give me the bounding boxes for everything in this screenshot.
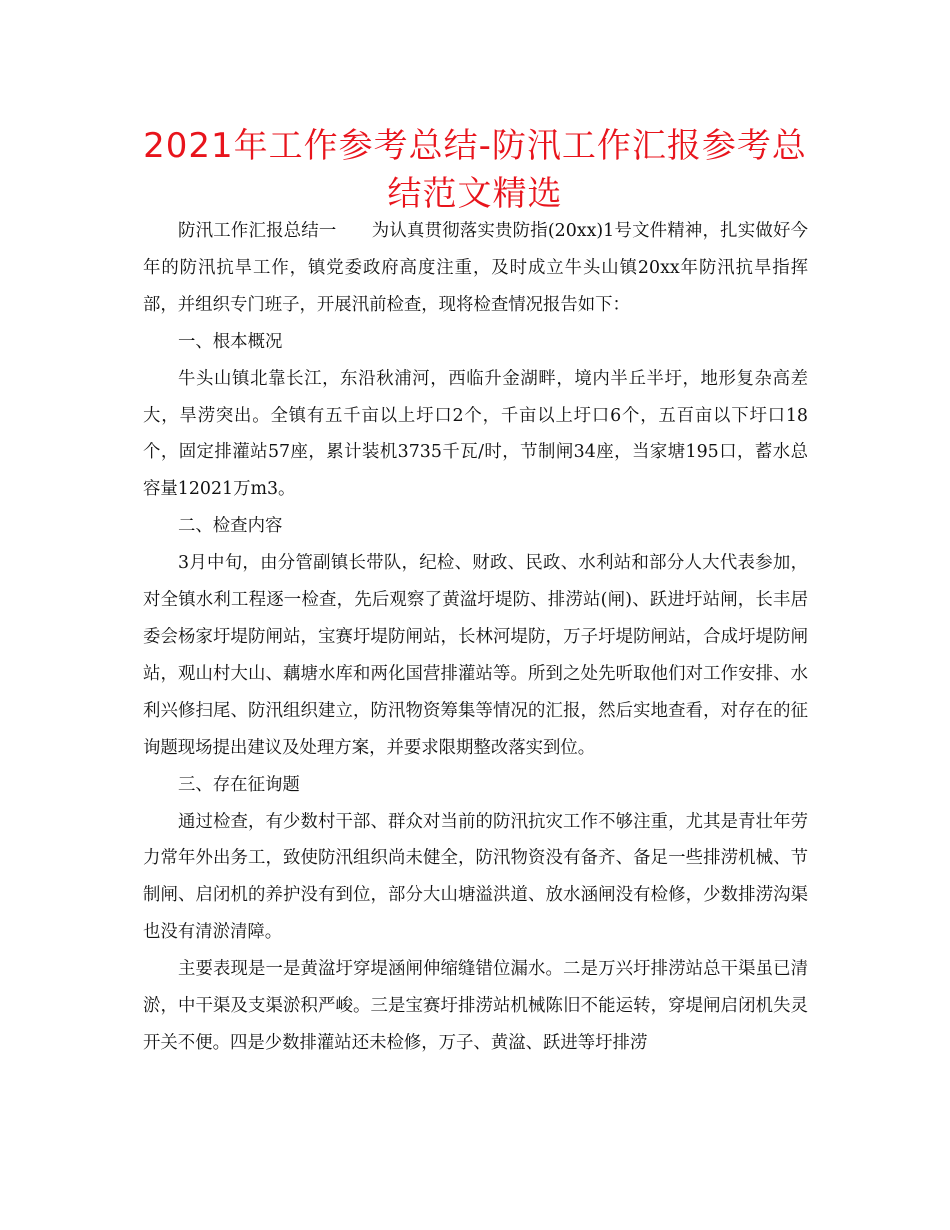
section-heading-inspection-content: 二、检查内容 [178, 516, 283, 537]
section-heading-existing-problems: 三、存在征询题 [178, 774, 300, 795]
paragraph-intro: 防汛工作汇报总结一 为认真贯彻落实贵防指(20xx)1号文件精神，扎实做好今年的防汛抗旱工作，镇党委政府高度注重，及时成立牛头山镇20xx年防汛抗旱指挥部，并组织专门班子，开展汛前检查，现将检查情况报告如下： [143, 221, 808, 315]
document-body [143, 213, 808, 1062]
paragraph-inspection-content: 3月中旬，由分管副镇长带队，纪检、财政、民政、水利站和部分人大代表参加，对全镇水利工程逐一检查，先后观察了黄湓圩堤防、排涝站(闸)、跃进圩站闸，长丰居委会杨家圩堤防闸站，宝赛圩堤防闸站，长林河堤防，万子圩堤防闸站，合成圩堤防闸站，观山村大山、藕塘水库和两化国营排灌站等。所到之处先听取他们对工作安排、水利兴修扫尾、防汛组织建立，防汛物资筹集等情况的汇报，然后实地查看，对存在的征询题现场提出建议及处理方案，并要求限期整改落实到位。 [143, 553, 808, 758]
paragraph-basic-situation: 牛头山镇北靠长江，东沿秋浦河，西临升金湖畔，境内半丘半圩，地形复杂高差大，旱涝突出。全镇有五千亩以上圩口2个，千亩以上圩口6个，五百亩以下圩口18个，固定排灌站57座，累计装机3735千瓦/时，节制闸34座，当家塘195口，蓄水总容量12021万m3。 [143, 368, 808, 500]
paragraph-existing-problems: 通过检查，有少数村干部、群众对当前的防汛抗灾工作不够注重，尤其是青壮年劳力常年外出务工，致使防汛组织尚未健全，防汛物资没有备齐、备足一些排涝机械、节制闸、启闭机的养护没有到位，部分大山塘溢洪道、放水涵闸没有检修，少数排涝沟渠也没有清淤清障。 [143, 811, 808, 943]
section-heading-basic-situation: 一、根本概况 [178, 331, 283, 352]
paragraph-main-manifestations: 主要表现是一是黄湓圩穿堤涵闸伸缩缝错位漏水。二是万兴圩排涝站总干渠虽已清淤，中干渠及支渠淤积严峻。三是宝赛圩排涝站机械陈旧不能运转，穿堤闸启闭机失灵开关不便。四是少数排灌站还未检修，万子、黄湓、跃进等圩排涝 [143, 959, 808, 1053]
document-title: 2021年工作参考总结-防汛工作汇报参考总结范文精选 [143, 126, 807, 214]
